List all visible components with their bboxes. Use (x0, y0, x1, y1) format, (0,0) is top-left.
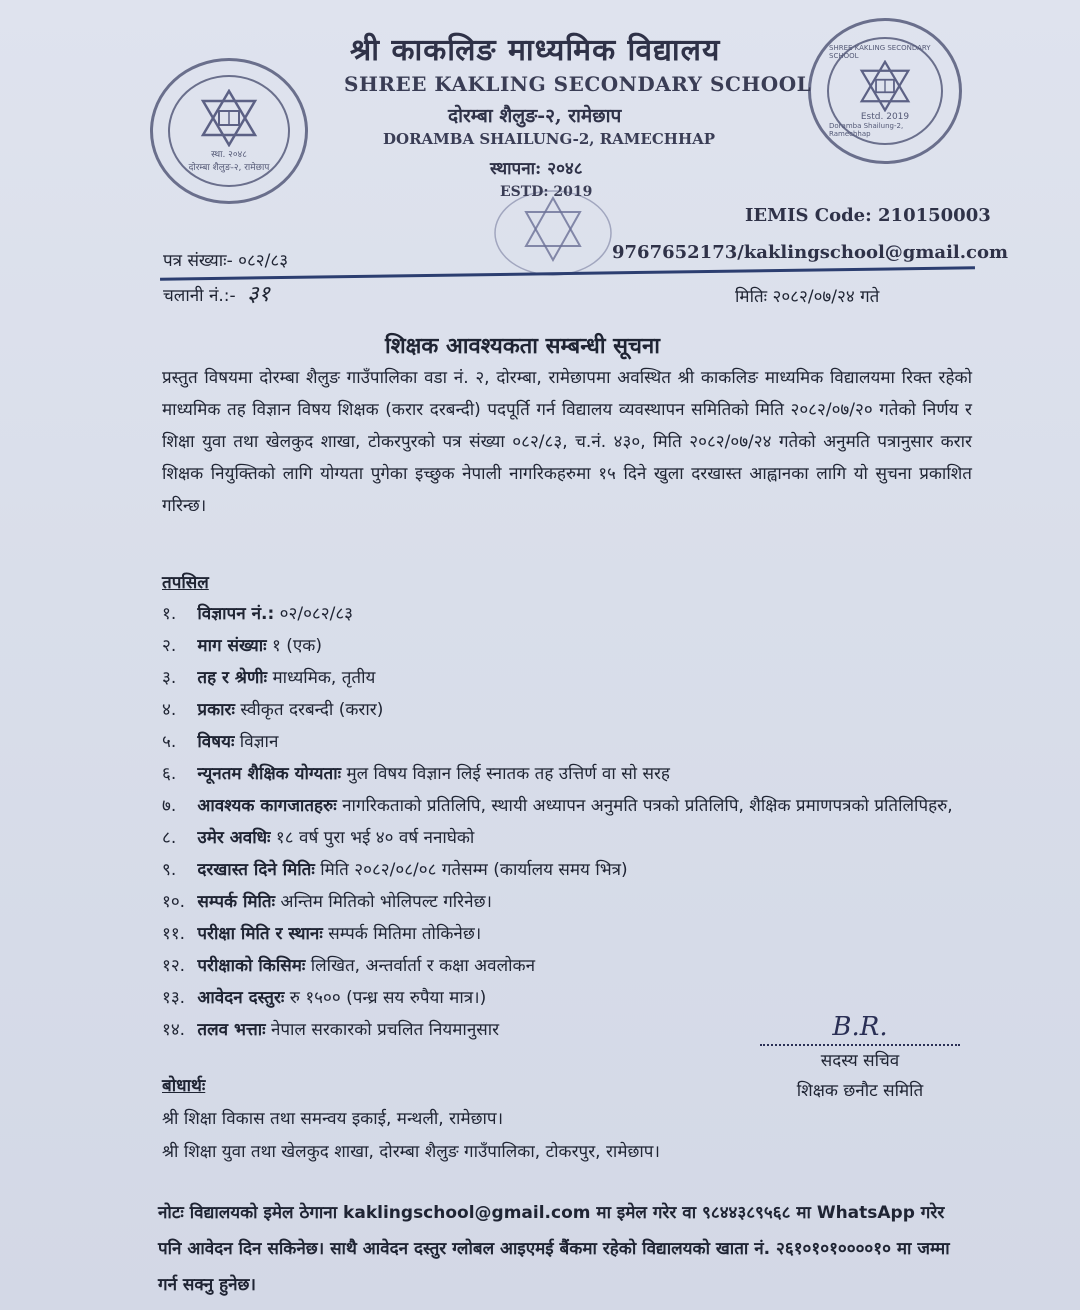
letter-number-value: ०८२/८३ (238, 251, 289, 271)
copy-to-line: श्री शिक्षा युवा तथा खेलकुद शाखा, दोरम्बा शैलुङ गाउँपालिका, टोकरपुर, रामेछाप। (162, 1142, 660, 1162)
dispatch-number-value: ३१ (247, 282, 270, 307)
list-item: ४. प्रकारः स्वीकृत दरबन्दी (करार) (162, 700, 384, 720)
copy-to-section (162, 1070, 660, 1169)
right-school-seal (808, 18, 962, 164)
list-item: ११. परीक्षा मिति र स्थानः सम्पर्क मितिमा तोकिनेछ। (162, 924, 482, 944)
left-school-seal (150, 58, 308, 204)
list-item: ३. तह र श्रेणीः माध्यमिक, तृतीय (162, 668, 376, 688)
copy-to-line: श्री शिक्षा विकास तथा समन्वय इकाई, मन्थली, रामेछाप। (162, 1109, 504, 1129)
signatory-title: सदस्य सचिव (820, 1051, 900, 1071)
letter-number (163, 248, 288, 271)
school-name-nepali: श्री काकलिङ माध्यमिक विद्यालय (350, 33, 721, 68)
right-seal-estd: Estd. 2019 (860, 112, 910, 122)
signature-block (760, 1012, 960, 1106)
list-item: ९. दरखास्त दिने मितिः मिति २०८२/०८/०८ गतेसम्म (कार्यालय समय भित्र) (162, 860, 628, 880)
school-address-nepali: दोरम्बा शैलुङ-२, रामेछाप (448, 105, 622, 127)
iemis-code: IEMIS Code: 210150003 (745, 205, 991, 226)
star-emblem-icon (197, 89, 261, 147)
right-seal-address: Doramba Shailung-2, Ramechhap (829, 122, 904, 138)
signature-mark: B.R. (760, 1012, 960, 1046)
center-stamp-estd: ESTD: 2019 (500, 184, 593, 200)
contact-info: 9767652173/kaklingschool@gmail.com (612, 242, 1009, 263)
list-item: १४. तलव भत्ताः नेपाल सरकारको प्रचलित नियमानुसार (162, 1020, 500, 1040)
committee-name: शिक्षक छनौट समिति (796, 1081, 924, 1101)
letter-number-label: पत्र संख्याः- (163, 251, 233, 271)
list-item: १०. सम्पर्क मितिः अन्तिम मितिको भोलिपल्ट गरिनेछ। (162, 892, 492, 912)
list-item: २. माग संख्याः १ (एक) (162, 636, 322, 656)
dispatch-number (163, 278, 270, 308)
school-address-english: DORAMBA SHAILUNG-2, RAMECHHAP (383, 130, 716, 148)
right-seal-name: SHREE KAKLING SECONDARY SCHOOL (829, 44, 931, 60)
left-seal-address: दोरम्बा शैलुङ-२, रामेछाप (188, 163, 270, 173)
star-emblem-icon (855, 60, 915, 112)
left-seal-estd: स्था. २०४८ (211, 150, 247, 160)
details-heading: तपसिल (162, 573, 209, 593)
copy-to-heading: बोधार्थः (162, 1076, 206, 1096)
dispatch-number-label: चलानी नं.:- (163, 286, 236, 306)
list-item: ५. विषयः विज्ञान (162, 732, 279, 752)
notice-body: प्रस्तुत विषयमा दोरम्बा शैलुङ गाउँपालिका वडा नं. २, दोरम्बा, रामेछापमा अवस्थित श्री काकलिङ माध्यमिक विद्यालयमा रिक्त रहेको माध्यमिक तह विज्ञान विषय शिक्षक (करार दरबन्दी) पदपूर्ति गर्न विद्यालय व्यवस्थापन समितिको मिति २०८२/०७/२० गतेको निर्णय र शिक्षा युवा तथा खेलकुद शाखा, टोकरपुरको पत्र संख्या ०८२/८३, च.नं. ४३०, मिति २०८२/०७/२४ गतेको अनुमति पत्रानुसार करार शिक्षक नियुक्तिको लागि योग्यता पुगेका इच्छुक नेपाली नागरिकहरुमा १५ दिने खुला दरखास्त आह्वानका लागि यो सुचना प्रकाशित गरिन्छ। (162, 368, 972, 516)
list-item: ७. आवश्यक कागजातहरुः नागरिकताको प्रतिलिपि, स्थायी अध्यापन अनुमति पत्रको प्रतिलिपि, शैक्षिक प्रमाणपत्रको प्रतिलिपिहरु, (162, 796, 953, 816)
list-item: ८. उमेर अवधिः १८ वर्ष पुरा भई ४० वर्ष ननाघेको (162, 828, 475, 848)
note-text: नोटः विद्यालयको इमेल ठेगाना kaklingschool@gmail.com मा इमेल गरेर वा ९८४४३८९५६८ मा WhatsApp गरेर पनि आवेदन दिन सकिनेछ। साथै आवेदन दस्तुर ग्लोबल आइएमई बैंकमा रहेको विद्यालयको खाता नं. २६१०१०१००००१० मा जम्मा गर्न सक्नु हुनेछ। (158, 1203, 950, 1295)
list-item: १२. परीक्षाको किसिमः लिखित, अन्तर्वार्ता र कक्षा अवलोकन (162, 956, 536, 976)
list-item: ६. न्यूनतम शैक्षिक योग्यताः मुल विषय विज्ञान लिई स्नातक तह उत्तिर्ण वा सो सरह (162, 764, 670, 784)
list-item: १३. आवेदन दस्तुरः रु १५०० (पन्ध्र सय रुपैया मात्र।) (162, 988, 487, 1008)
letter-date: मितिः २०८२/०७/२४ गते (735, 287, 880, 307)
notice-title: शिक्षक आवश्यकता सम्बन्धी सूचना (385, 334, 660, 359)
list-item: १. विज्ञापन नं.: ०२/०८२/८३ (162, 604, 354, 624)
details-list (162, 598, 972, 1046)
school-name-english: SHREE KAKLING SECONDARY SCHOOL (344, 72, 812, 96)
school-estd-nepali: स्थापना: २०४८ (490, 159, 583, 179)
